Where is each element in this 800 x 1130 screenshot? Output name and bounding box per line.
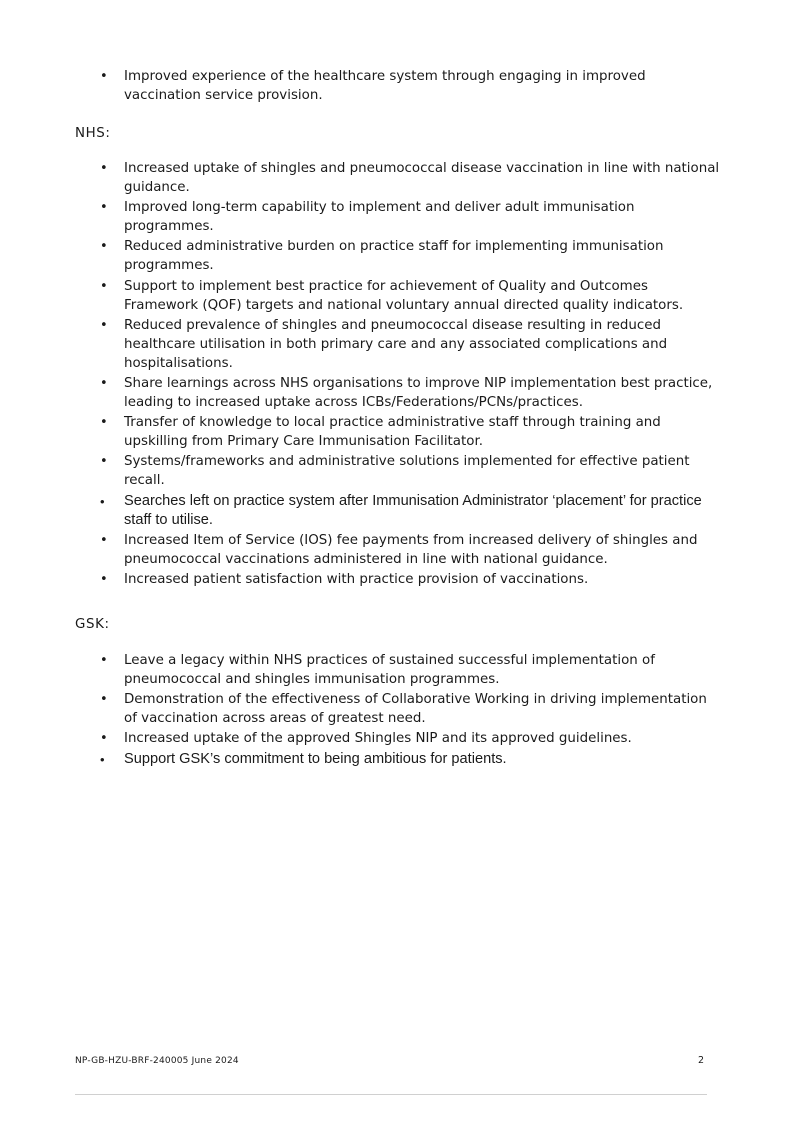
bullet-icon: • — [100, 731, 108, 747]
list-item: • Systems/frameworks and administrative solutions implemented for effective patient recall. — [100, 454, 690, 489]
footer-document-code: NP-GB-HZU-BRF-240005 June 2024 — [75, 1056, 239, 1066]
list-item: • Reduced prevalence of shingles and pneumococcal disease resulting in reduced healthcare utilisation in both primary care and any associated complications and hospitalisations. — [100, 317, 668, 371]
nhs-heading: NHS: — [75, 126, 111, 141]
list-item: • Improved long-term capability to implement and deliver adult immunisation programmes. — [100, 200, 635, 235]
bullet-icon: • — [100, 278, 108, 294]
footer-divider — [75, 1094, 707, 1095]
bullet-icon: • — [100, 692, 108, 708]
list-item: • Reduced administrative burden on practice staff for implementing immunisation programmes. — [100, 239, 664, 274]
bullet-icon: • — [100, 454, 108, 470]
list-item: • Searches left on practice system after Immunisation Administrator ‘placement’ for practice staff to utilise. — [100, 492, 702, 528]
bullet-icon: • — [100, 653, 108, 668]
bullet-icon: • — [100, 200, 108, 216]
list-item: • Support GSK’s commitment to being ambitious for patients. — [100, 750, 507, 767]
nhs-benefits-list — [100, 159, 720, 590]
gsk-heading: GSK: — [75, 617, 110, 632]
bullet-icon: • — [100, 161, 108, 176]
list-item: • Support to implement best practice for achievement of Quality and Outcomes Framework (QOF) targets and national voluntary annual directed quality indicators. — [100, 278, 684, 313]
footer-page-number: 2 — [697, 1055, 704, 1066]
bullet-icon: • — [100, 532, 108, 548]
bullet-icon: • — [100, 375, 108, 391]
bullet-icon: • — [100, 415, 108, 431]
bullet-icon: • — [100, 751, 105, 767]
intro-benefits-list — [100, 67, 720, 106]
list-item: • Transfer of knowledge to local practice administrative staff through training and upskilling from Primary Care Immunisation Facilitator. — [100, 415, 661, 450]
list-item: • Improved experience of the healthcare system through engaging in improved vaccination service provision. — [100, 69, 646, 103]
gsk-benefits-list — [100, 651, 720, 770]
list-item: • Increased patient satisfaction with practice provision of vaccinations. — [100, 571, 589, 587]
bullet-icon: • — [100, 69, 108, 84]
bullet-icon: • — [100, 493, 105, 509]
list-item: • Share learnings across NHS organisations to improve NIP implementation best practice, leading to increased uptake across ICBs/Federations/PCNs/practices. — [100, 375, 713, 410]
bullet-icon: • — [100, 239, 108, 255]
list-item: • Increased Item of Service (IOS) fee payments from increased delivery of shingles and pneumococcal vaccinations administered in line with national guidance. — [100, 532, 698, 567]
bullet-icon: • — [100, 571, 108, 587]
list-item: • Increased uptake of the approved Shingles NIP and its approved guidelines. — [100, 731, 632, 747]
list-item: • Demonstration of the effectiveness of Collaborative Working in driving implementation of vaccination across areas of greatest need. — [100, 692, 707, 727]
bullet-icon: • — [100, 317, 108, 333]
list-item: • Leave a legacy within NHS practices of sustained successful implementation of pneumococcal and shingles immunisation programmes. — [100, 653, 655, 687]
list-item: • Increased uptake of shingles and pneumococcal disease vaccination in line with national guidance. — [100, 161, 720, 195]
